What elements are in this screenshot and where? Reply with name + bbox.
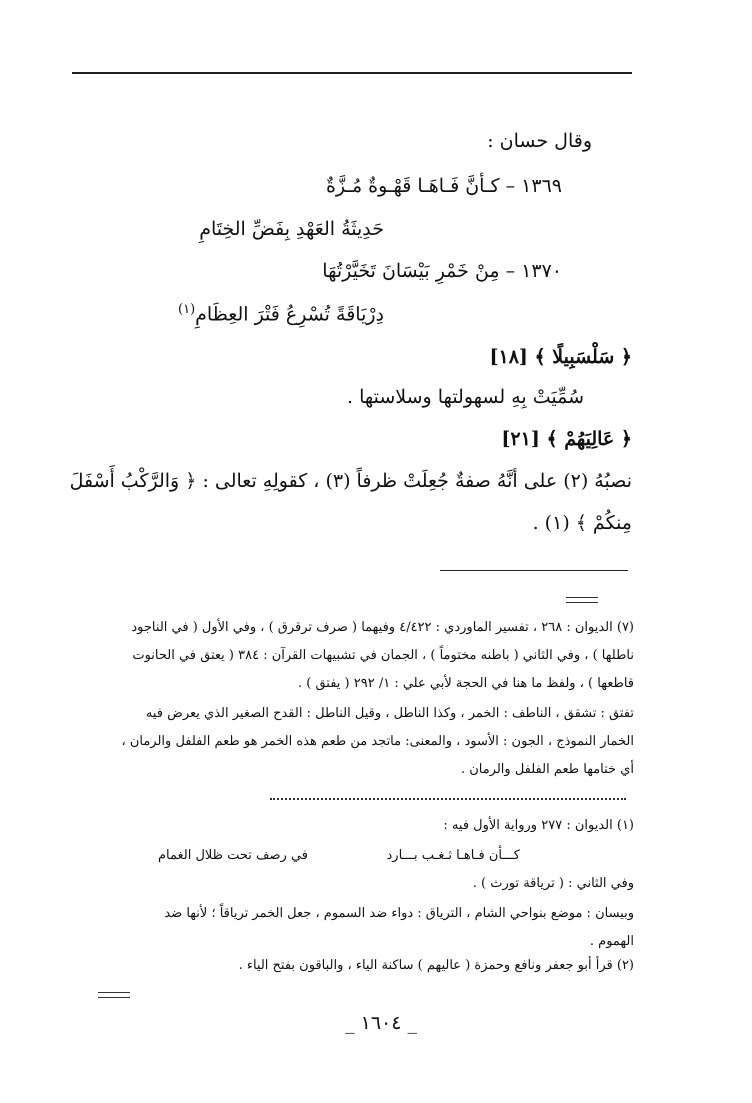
footnote-1-line-1: (١) الديوان : ٢٧٧ ورواية الأول فيه : bbox=[443, 818, 634, 833]
footnote-7-line-2: ناطلها ) ، وفي الثاني ( باطنه مختوماً ) ، الجمان في تشبيهات القرآن : ٣٨٤ ( يعتق في الحانوت bbox=[132, 648, 634, 663]
footnotes-separator bbox=[440, 570, 628, 571]
footnote-7-line-5: الخمار النموذج ، الجون : الأسود ، والمعنى: ماتجد من طعم هذه الخمر هو طعم الفلفل والرمان ، bbox=[121, 734, 634, 749]
footnote-1-line-4: وبيسان : موضع بنواحي الشام ، الترياق : دواء ضد السموم ، جعل الخمر ترياقاً ؛ لأنها ضد bbox=[164, 906, 634, 921]
footnote-7-line-3: قاطعها ) ، ولفظ ما هنا في الحجة لأبي علي : ١/ ٢٩٢ ( يفتق ) . bbox=[297, 676, 634, 691]
verse-1370-second-hemistich bbox=[178, 302, 384, 325]
footnote-7-line-4: تفتق : تشقق ، الناطف : الخمر ، وكذا الناطل ، وقيل الناطل : القدح الصغير الذي يعرض فيه bbox=[145, 706, 634, 721]
footnote-1-line-3: وفي الثاني : ( ترياقة تورث ) . bbox=[472, 876, 634, 891]
page-number: _ ١٦٠٤ _ bbox=[345, 1012, 417, 1034]
verse-1370-first-hemistich: ١٣٧٠ – مِنْ خَمْرِ بَيْسَانَ تَخَيَّرْتُهَا bbox=[322, 260, 562, 282]
bottom-double-rule bbox=[98, 992, 130, 998]
top-rule bbox=[72, 72, 632, 74]
heading-aliyahum: ﴿ عَالِيَهُمْ ﴾ [٢١] bbox=[501, 428, 632, 450]
aliyahum-explanation-line2: مِنكُمْ ﴾ (١) . bbox=[532, 512, 632, 534]
verse-1369-second-hemistich: حَدِيثَةُ العَهْدِ بِفَضِّ الخِتَامِ bbox=[199, 218, 384, 240]
salsabil-explanation: سُمِّيَتْ بِهِ لسهولتها وسلاستها . bbox=[347, 386, 584, 408]
footnote-1-line-5: الهموم . bbox=[589, 934, 634, 949]
footnote-1-verse-first: كـــأن فـاهـا ثـغـب بـــارد bbox=[386, 848, 520, 863]
heading-salsabil: ﴿ سَلْسَبِيلًا ﴾ [١٨] bbox=[489, 346, 632, 368]
footnote-dotted-separator bbox=[270, 798, 626, 800]
footnote-double-rule bbox=[566, 597, 598, 603]
footnote-7-line-1: (٧) الديوان : ٢٦٨ ، تفسير الماوردي : ٤/٤٢٢ وفيهما ( صرف ترقرق ) ، وفي الأول ( في الناجود bbox=[131, 620, 634, 635]
footnote-ref: (١) bbox=[178, 302, 196, 317]
intro-line: وقال حسان : bbox=[487, 130, 592, 152]
footnote-2-line-1: (٢) قرأ أبو جعفر ونافع وحمزة ( عاليهم ) ساكنة الياء ، والباقون بفتح الياء . bbox=[238, 958, 634, 973]
verse-1369-first-hemistich: ١٣٦٩ – كـأنَّ فَـاهَـا قَهْـوةٌ مُـزَّةٌ bbox=[325, 175, 562, 197]
footnote-7-line-6: أي ختامها طعم الفلفل والرمان . bbox=[460, 762, 634, 777]
verse-1370-text: دِرْيَاقَةً تُسْرِعُ فَتْرَ العِظَامِ bbox=[195, 303, 384, 326]
aliyahum-explanation-line1: نصبُهُ (٢) على أنَّهُ صفةٌ جُعِلَتْ ظرفاً (٣) ، كقولِهِ تعالى : ﴿ وَالرَّكْبُ أَسْفَلَ bbox=[69, 470, 632, 492]
footnote-1-verse-second: في رصف تحت ظلال الغمام bbox=[157, 848, 308, 863]
